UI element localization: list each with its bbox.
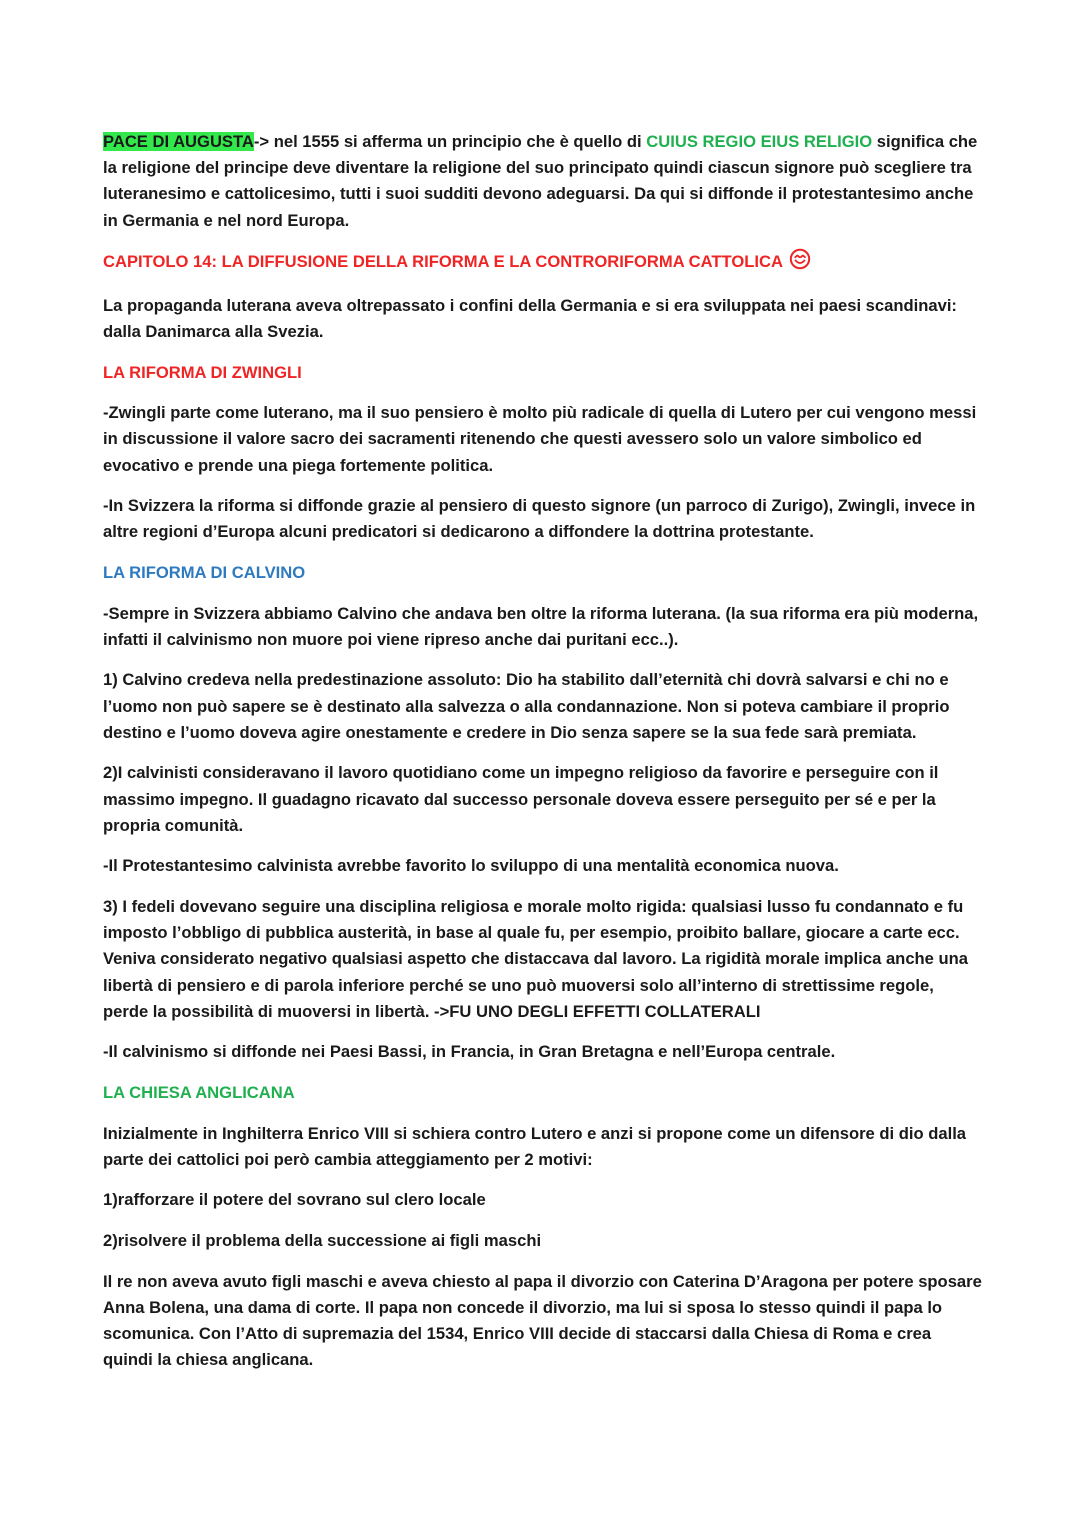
calvino-paragraph-2: 1) Calvino credeva nella predestinazione assoluto: Dio ha stabilito dall’eternità chi dovrà salvarsi e chi no e l’uomo non può sapere se è destinato alla salvezza o alla condannazione. Non si poteva cambiare il proprio destino e l’uomo doveva agire onestamente e credere in Dio senza sapere se la sua fede sarà premiata. xyxy=(103,670,950,742)
anglicana-paragraph-3: 2)risolvere il problema della successione ai figli maschi xyxy=(103,1230,542,1250)
section-title-zwingli: LA RIFORMA DI ZWINGLI xyxy=(103,362,302,382)
document-body xyxy=(103,129,983,1388)
highlighted-term: PACE DI AUGUSTA xyxy=(103,132,254,151)
chapter-title xyxy=(103,248,983,278)
intro-text-a: -> nel 1555 si afferma un principio che è quello di xyxy=(253,132,647,151)
chapter-title-text: CAPITOLO 14: LA DIFFUSIONE DELLA RIFORMA E LA CONTRORIFORMA CATTOLICA xyxy=(103,252,784,272)
calvino-paragraph-3: 2)I calvinisti consideravano il lavoro quotidiano come un impegno religioso da favorire e perseguire con il massimo impegno. Il guadagno ricavato dal successo personale doveva essere perseguito per sé e per la propria comunità. xyxy=(103,763,939,835)
anglicana-paragraph-2: 1)rafforzare il potere del sovrano sul clero locale xyxy=(103,1190,486,1210)
calvino-paragraph-4: -Il Protestantesimo calvinista avrebbe favorito lo sviluppo di una mentalità economica nuova. xyxy=(103,856,839,876)
anglicana-paragraph-4: Il re non aveva avuto figli maschi e aveva chiesto al papa il divorzio con Caterina D’Aragona per potere sposare Anna Bolena, una dama di corte. Il papa non concede il divorzio, ma lui si sposa lo stesso quindi il papa lo scomunica. Con l’Atto di supremazia del 1534, Enrico VIII decide di staccarsi dalla Chiesa di Roma e crea quindi la chiesa anglicana. xyxy=(103,1271,982,1370)
calvino-paragraph-5: 3) I fedeli dovevano seguire una disciplina religiosa e morale molto rigida: qualsiasi lusso fu condannato e fu imposto l’obbligo di pubblica austerità, in base al quale fu, per esempio, proibito ballare, giocare a carte ecc. Veniva considerato negativo qualsiasi aspetto che distaccava dal lavoro. La rigidità morale implica anche una libertà di pensiero e di parola inferiore perché se uno può muoversi solo all’interno di strettissime regole, perde la possibilità di muoversi in libertà. ->FU UNO DEGLI EFFETTI COLLATERALI xyxy=(103,896,969,1021)
intro-paragraph xyxy=(103,129,983,234)
section-title-anglicana: LA CHIESA ANGLICANA xyxy=(103,1082,295,1102)
anglicana-paragraph-1: Inizialmente in Inghilterra Enrico VIII si schiera contro Lutero e anzi si propone come un difensore di dio dalla parte dei cattolici poi però cambia atteggiamento per 2 motivi: xyxy=(103,1123,967,1169)
chapter-intro-paragraph: La propaganda luterana aveva oltrepassato i confini della Germania e si era sviluppata nei paesi scandinavi: dalla Danimarca alla Svezia. xyxy=(103,295,957,341)
intro-text-b: significa che la religione del principe deve diventare la religione del suo principato quindi ciascun signore può scegliere tra luteranesimo e cattolicesimo, tutti i suoi sudditi devono adeguarsi. Da qui si diffonde il protestantesimo anche in Germania e nel nord Europa. xyxy=(103,132,978,230)
zwingli-paragraph-1: -Zwingli parte come luterano, ma il suo pensiero è molto più radicale di quella di Lutero per cui vengono messi in discussione il valore sacro dei sacramenti ritenendo che questi avessero solo un valore simbolico ed evocativo e prende una piega fortemente politica. xyxy=(103,403,977,475)
smiley-wink-icon xyxy=(789,248,811,278)
calvino-paragraph-1: -Sempre in Svizzera abbiamo Calvino che andava ben oltre la riforma luterana. (la sua riforma era più moderna, infatti il calvinismo non muore poi viene ripreso anche dai puritani ecc..). xyxy=(103,603,979,649)
principle-term: CUIUS REGIO EIUS RELIGIO xyxy=(646,132,873,151)
calvino-paragraph-6: -Il calvinismo si diffonde nei Paesi Bassi, in Francia, in Gran Bretagna e nell’Europa centrale. xyxy=(103,1042,836,1062)
section-title-calvino: LA RIFORMA DI CALVINO xyxy=(103,562,306,582)
zwingli-paragraph-2: -In Svizzera la riforma si diffonde grazie al pensiero di questo signore (un parroco di Zurigo), Zwingli, invece in altre regioni d’Europa alcuni predicatori si dedicarono a diffondere la dottrina protestante. xyxy=(103,496,976,542)
